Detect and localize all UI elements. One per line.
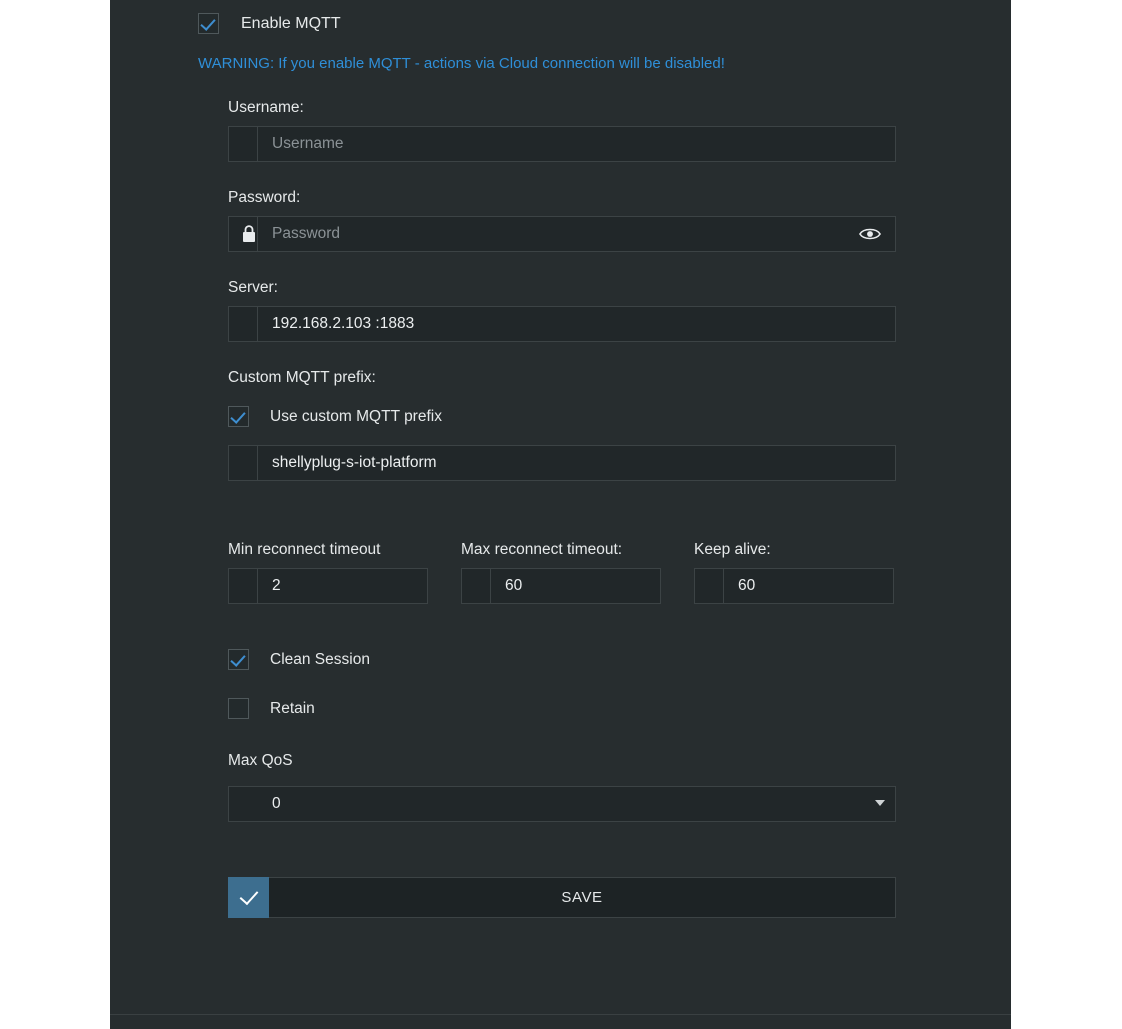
- keep-alive-input[interactable]: [694, 568, 894, 604]
- keep-alive-value: 60: [738, 577, 756, 594]
- server-input[interactable]: [228, 306, 896, 342]
- clean-session-row[interactable]: [228, 649, 907, 670]
- keep-alive-divider: [723, 569, 724, 603]
- max-qos-label: Max QoS: [228, 752, 293, 769]
- server-value: 192.168.2.103 :1883: [272, 315, 415, 332]
- keep-alive-label: Keep alive:: [694, 541, 771, 558]
- clean-session-checkbox[interactable]: [228, 649, 249, 670]
- server-label: Server:: [228, 279, 278, 296]
- username-placeholder: Username: [272, 135, 344, 152]
- save-button[interactable]: SAVE: [269, 877, 896, 918]
- password-label: Password:: [228, 189, 301, 206]
- max-reconnect-timeout-value: 60: [505, 577, 523, 594]
- clean-session-label: Clean Session: [270, 651, 370, 668]
- keep-alive-group: [694, 541, 894, 604]
- mqtt-settings-form: [117, 0, 907, 918]
- enable-mqtt-row[interactable]: [198, 13, 907, 34]
- max-reconnect-timeout-divider: [490, 569, 491, 603]
- min-reconnect-timeout-input[interactable]: [228, 568, 428, 604]
- eye-icon[interactable]: [859, 225, 881, 243]
- timeout-row: [228, 541, 907, 604]
- retain-label: Retain: [270, 700, 315, 717]
- custom-prefix-label: Custom MQTT prefix:: [228, 369, 376, 386]
- panel-bottom-strip: [110, 1014, 1011, 1029]
- mqtt-warning-text: WARNING: If you enable MQTT - actions via Cloud connection will be disabled!: [198, 55, 725, 72]
- max-reconnect-timeout-group: [461, 541, 661, 604]
- max-qos-value: 0: [272, 795, 281, 812]
- username-label: Username:: [228, 99, 304, 116]
- username-input-divider: [257, 127, 258, 161]
- retain-row[interactable]: [228, 698, 907, 719]
- enable-mqtt-label: Enable MQTT: [241, 15, 341, 32]
- session-options: [117, 649, 907, 719]
- password-placeholder: Password: [272, 225, 341, 242]
- max-reconnect-timeout-label: Max reconnect timeout:: [461, 541, 623, 558]
- min-reconnect-timeout-label: Min reconnect timeout: [228, 541, 381, 558]
- min-reconnect-timeout-value: 2: [272, 577, 281, 594]
- chevron-down-icon[interactable]: [875, 800, 885, 806]
- save-row[interactable]: [228, 877, 896, 918]
- save-confirm-check-icon[interactable]: [228, 877, 269, 918]
- lock-icon: [242, 225, 256, 243]
- use-custom-prefix-row[interactable]: [228, 406, 907, 427]
- server-input-divider: [257, 307, 258, 341]
- retain-checkbox[interactable]: [228, 698, 249, 719]
- use-custom-prefix-label: Use custom MQTT prefix: [270, 408, 442, 425]
- username-input[interactable]: [228, 126, 896, 162]
- password-input[interactable]: [228, 216, 896, 252]
- password-input-divider: [257, 217, 258, 251]
- max-reconnect-timeout-input[interactable]: [461, 568, 661, 604]
- max-qos-select[interactable]: [228, 786, 896, 822]
- custom-prefix-value: shellyplug-s-iot-platform: [272, 454, 437, 471]
- custom-prefix-input-divider: [257, 446, 258, 480]
- use-custom-prefix-checkbox[interactable]: [228, 406, 249, 427]
- enable-mqtt-checkbox[interactable]: [198, 13, 219, 34]
- min-reconnect-timeout-divider: [257, 569, 258, 603]
- min-reconnect-timeout-group: [228, 541, 428, 604]
- custom-prefix-input[interactable]: [228, 445, 896, 481]
